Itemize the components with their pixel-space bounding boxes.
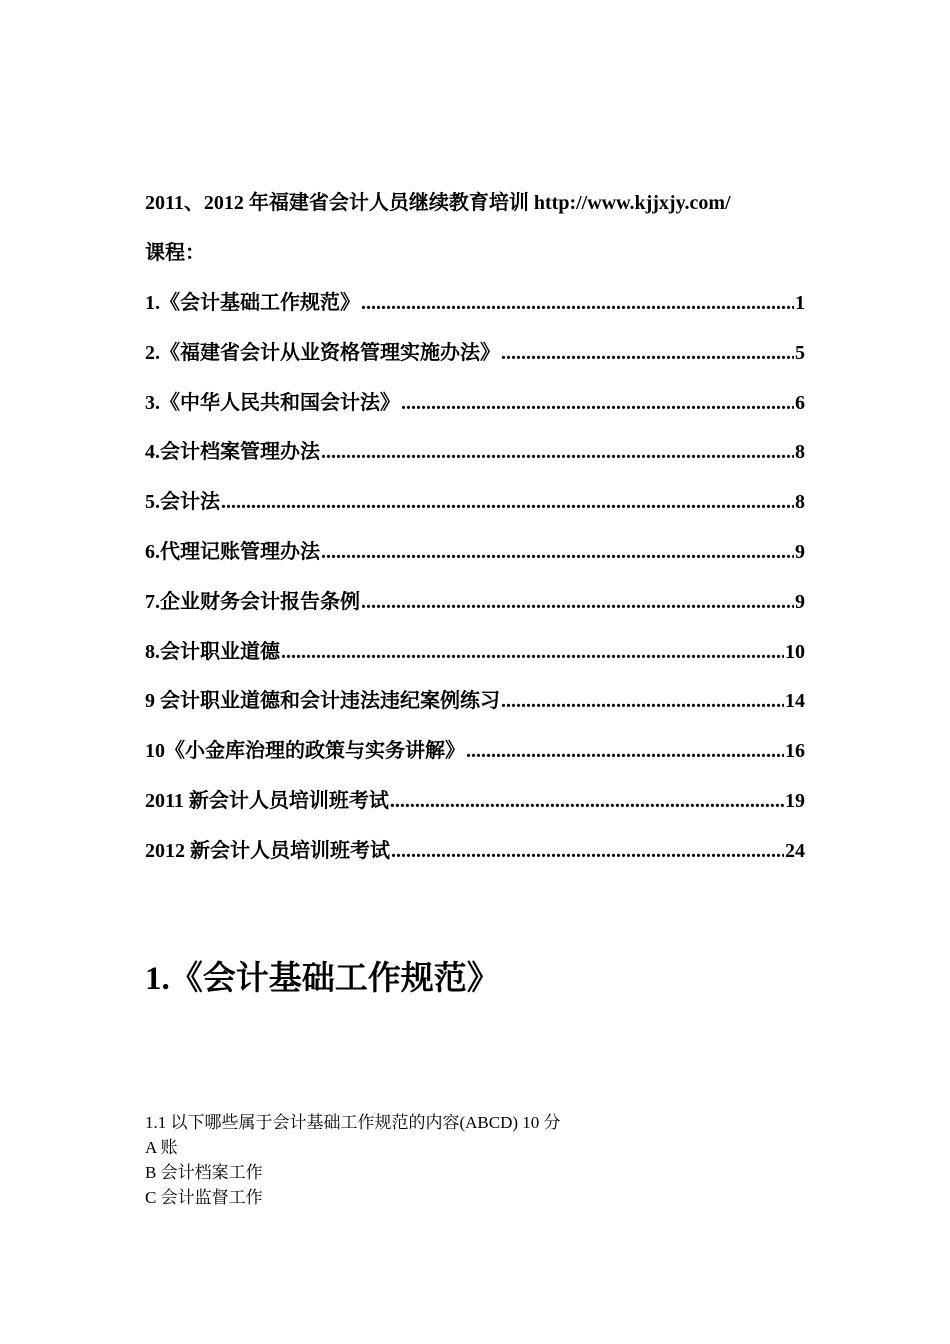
toc-entry[interactable] [145, 435, 805, 485]
toc-entry[interactable] [145, 684, 805, 734]
toc-entry-page: 24 [785, 839, 805, 862]
toc-entry-label: 2011 新会计人员培训班考试 [145, 789, 389, 812]
toc-entry[interactable] [145, 734, 805, 784]
toc-leader-dots [391, 840, 784, 863]
toc-entry[interactable] [145, 286, 805, 336]
toc-entry-page: 6 [795, 391, 805, 414]
toc-entry-label: 8.会计职业道德 [145, 640, 280, 663]
toc-leader-dots [501, 690, 784, 713]
toc-entry-label: 5.会计法 [145, 491, 220, 514]
toc-entry-label: 3.《中华人民共和国会计法》 [145, 391, 400, 414]
toc-entry[interactable] [145, 336, 805, 386]
toc-leader-dots [221, 491, 794, 514]
toc-entry-label: 6.代理记账管理办法 [145, 540, 320, 563]
toc-leader-dots [361, 591, 794, 614]
toc-leader-dots [321, 541, 794, 564]
toc-entry[interactable] [145, 535, 805, 585]
toc-entry[interactable] [145, 485, 805, 535]
toc-entry-page: 8 [795, 491, 805, 514]
courses-label: 课程： [145, 242, 205, 264]
toc-leader-dots [466, 740, 784, 763]
question-option: A 账 [145, 1138, 178, 1157]
toc-entry[interactable] [145, 784, 805, 834]
toc-entry-page: 16 [785, 740, 805, 763]
toc-entry-page: 9 [795, 540, 805, 563]
question-option: B 会计档案工作 [145, 1163, 263, 1182]
toc-leader-dots [401, 392, 794, 415]
toc-entry[interactable] [145, 834, 805, 884]
toc-entry-page: 8 [795, 441, 805, 464]
toc-entry-page: 10 [785, 640, 805, 663]
toc-entry-label: 2012 新会计人员培训班考试 [145, 839, 390, 862]
toc-leader-dots [321, 441, 794, 464]
toc-entry-label: 1.《会计基础工作规范》 [145, 292, 360, 314]
section-heading: 1.《会计基础工作规范》 [145, 961, 500, 997]
toc-entry-page: 9 [795, 590, 805, 613]
table-of-contents [145, 286, 805, 884]
question-text: 1.1 以下哪些属于会计基础工作规范的内容(ABCD) 10 分 [145, 1113, 561, 1132]
toc-leader-dots [361, 292, 794, 315]
question-option: C 会计监督工作 [145, 1188, 263, 1207]
toc-entry-label: 10《小金库治理的政策与实务讲解》 [145, 740, 465, 763]
toc-entry-label: 4.会计档案管理办法 [145, 441, 320, 464]
toc-entry[interactable] [145, 585, 805, 635]
toc-entry-label: 2.《福建省会计从业资格管理实施办法》 [145, 341, 500, 364]
toc-leader-dots [281, 641, 784, 664]
toc-leader-dots [501, 342, 794, 365]
toc-entry[interactable] [145, 635, 805, 685]
toc-entry-page: 19 [785, 789, 805, 812]
toc-entry-label: 9 会计职业道德和会计违法违纪案例练习 [145, 690, 500, 713]
toc-entry-page: 1 [795, 292, 805, 314]
document-header: 2011、2012 年福建省会计人员继续教育培训 http://www.kjjxjy.com/ [145, 192, 731, 214]
toc-entry-page: 5 [795, 341, 805, 364]
toc-entry[interactable] [145, 386, 805, 436]
toc-entry-label: 7.企业财务会计报告条例 [145, 590, 360, 613]
toc-leader-dots [390, 790, 784, 813]
question-block [145, 1110, 561, 1210]
toc-entry-page: 14 [785, 690, 805, 713]
